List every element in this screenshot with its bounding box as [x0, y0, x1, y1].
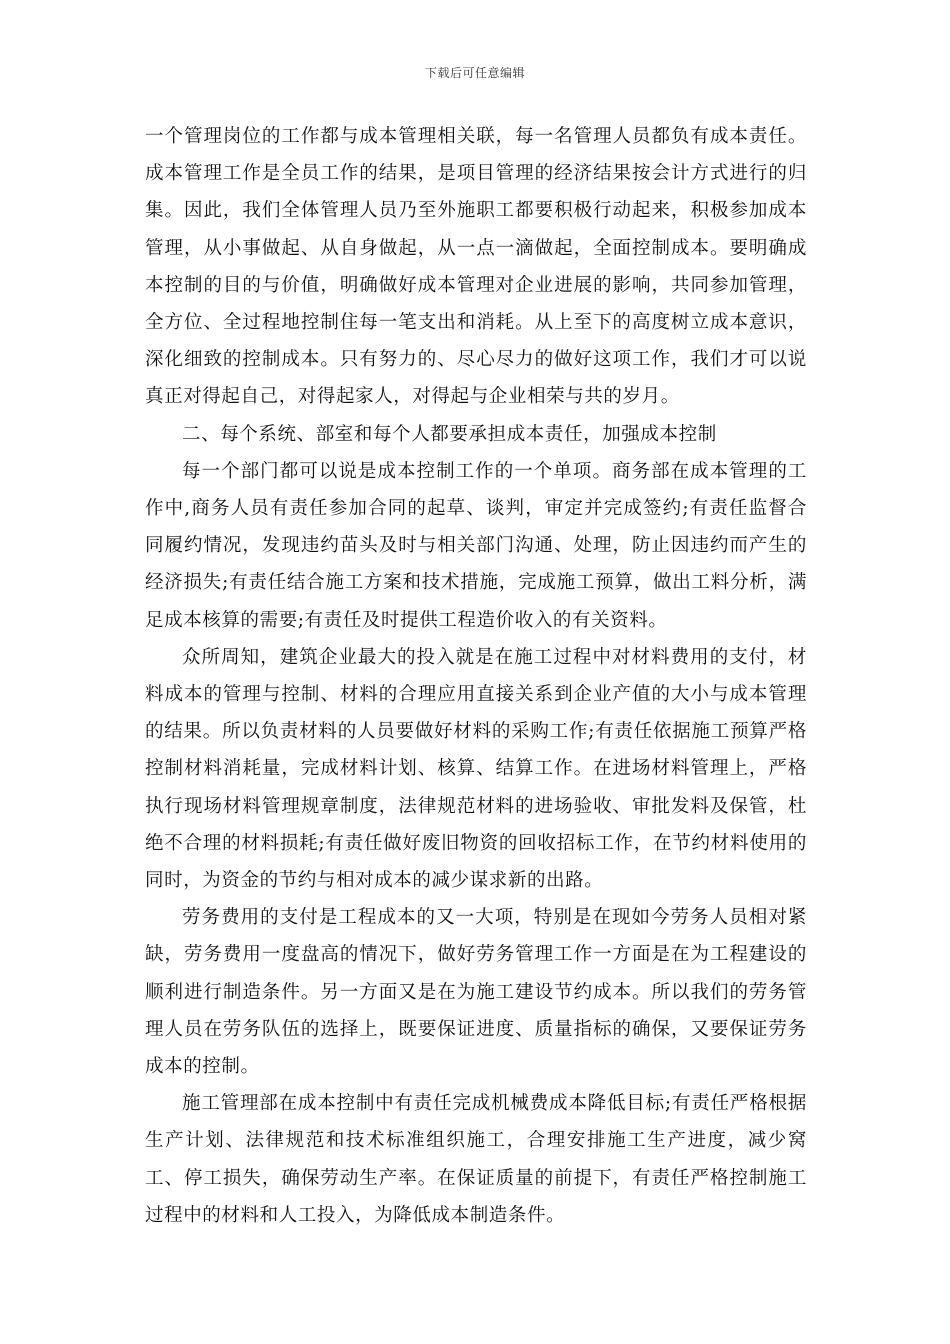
section-heading: 二、每个系统、部室和每个人都要承担成本责任，加强成本控制: [182, 423, 717, 445]
paragraph-construction-management: 施工管理部在成本控制中有责任完成机械费成本降低目标;有责任严格根据生产计划、法律规范和技术标准组织施工，合理安排施工生产进度，减少窝工、停工损失，确保劳动生产率。在保证质量的前提下，有责任严格控制施工过程中的材料和人工投入，为降低成本制造条件。: [145, 1093, 807, 1226]
document-body: [145, 118, 807, 1234]
paragraph-commerce-dept: 每一个部门都可以说是成本控制工作的一个单项。商务部在成本管理的工作中,商务人员有责任参加合同的起草、谈判，审定并完成签约;有责任监督合同履约情况，发现违约苗头及时与相关部门沟通、处理，防止因违约而产生的经济损失;有责任结合施工方案和技术措施，完成施工预算，做出工料分析，满足成本核算的需要;有责任及时提供工程造价收入的有关资料。: [145, 460, 807, 631]
page-header: 下载后可任意编辑: [424, 66, 525, 80]
paragraph-cost-responsibility: 一个管理岗位的工作都与成本管理相关联，每一名管理人员都负有成本责任。成本管理工作是全员工作的结果，是项目管理的经济结果按会计方式进行的归集。因此，我们全体管理人员乃至外施职工都要积极行动起来，积极参加成本管理，从小事做起、从自身做起，从一点一滴做起，全面控制成本。要明确成本控制的目的与价值，明确做好成本管理对企业进展的影响，共同参加管理，全方位、全过程地控制住每一笔支出和消耗。从上至下的高度树立成本意识，深化细致的控制成本。只有努力的、尽心尽力的做好这项工作，我们才可以说真正对得起自己，对得起家人，对得起与企业相荣与共的岁月。: [145, 126, 807, 408]
paragraph-labor: 劳务费用的支付是工程成本的又一大项，特别是在现如今劳务人员相对紧缺，劳务费用一度盘高的情况下，做好劳务管理工作一方面是在为工程建设的顺利进行制造条件。另一方面又是在为施工建设节约成本。所以我们的劳务管理人员在劳务队伍的选择上，既要保证进度、质量指标的确保，又要保证劳务成本的控制。: [145, 907, 807, 1078]
paragraph-materials: 众所周知，建筑企业最大的投入就是在施工过程中对材料费用的支付，材料成本的管理与控制、材料的合理应用直接关系到企业产值的大小与成本管理的结果。所以负责材料的人员要做好材料的采购工作;有责任依据施工预算严格控制材料消耗量，完成材料计划、核算、结算工作。在进场材料管理上，严格执行现场材料管理规章制度，法律规范材料的进场验收、审批发料及保管，杜绝不合理的材料损耗;有责任做好废旧物资的回收招标工作，在节约材料使用的同时，为资金的节约与相对成本的减少谋求新的出路。: [145, 646, 807, 892]
